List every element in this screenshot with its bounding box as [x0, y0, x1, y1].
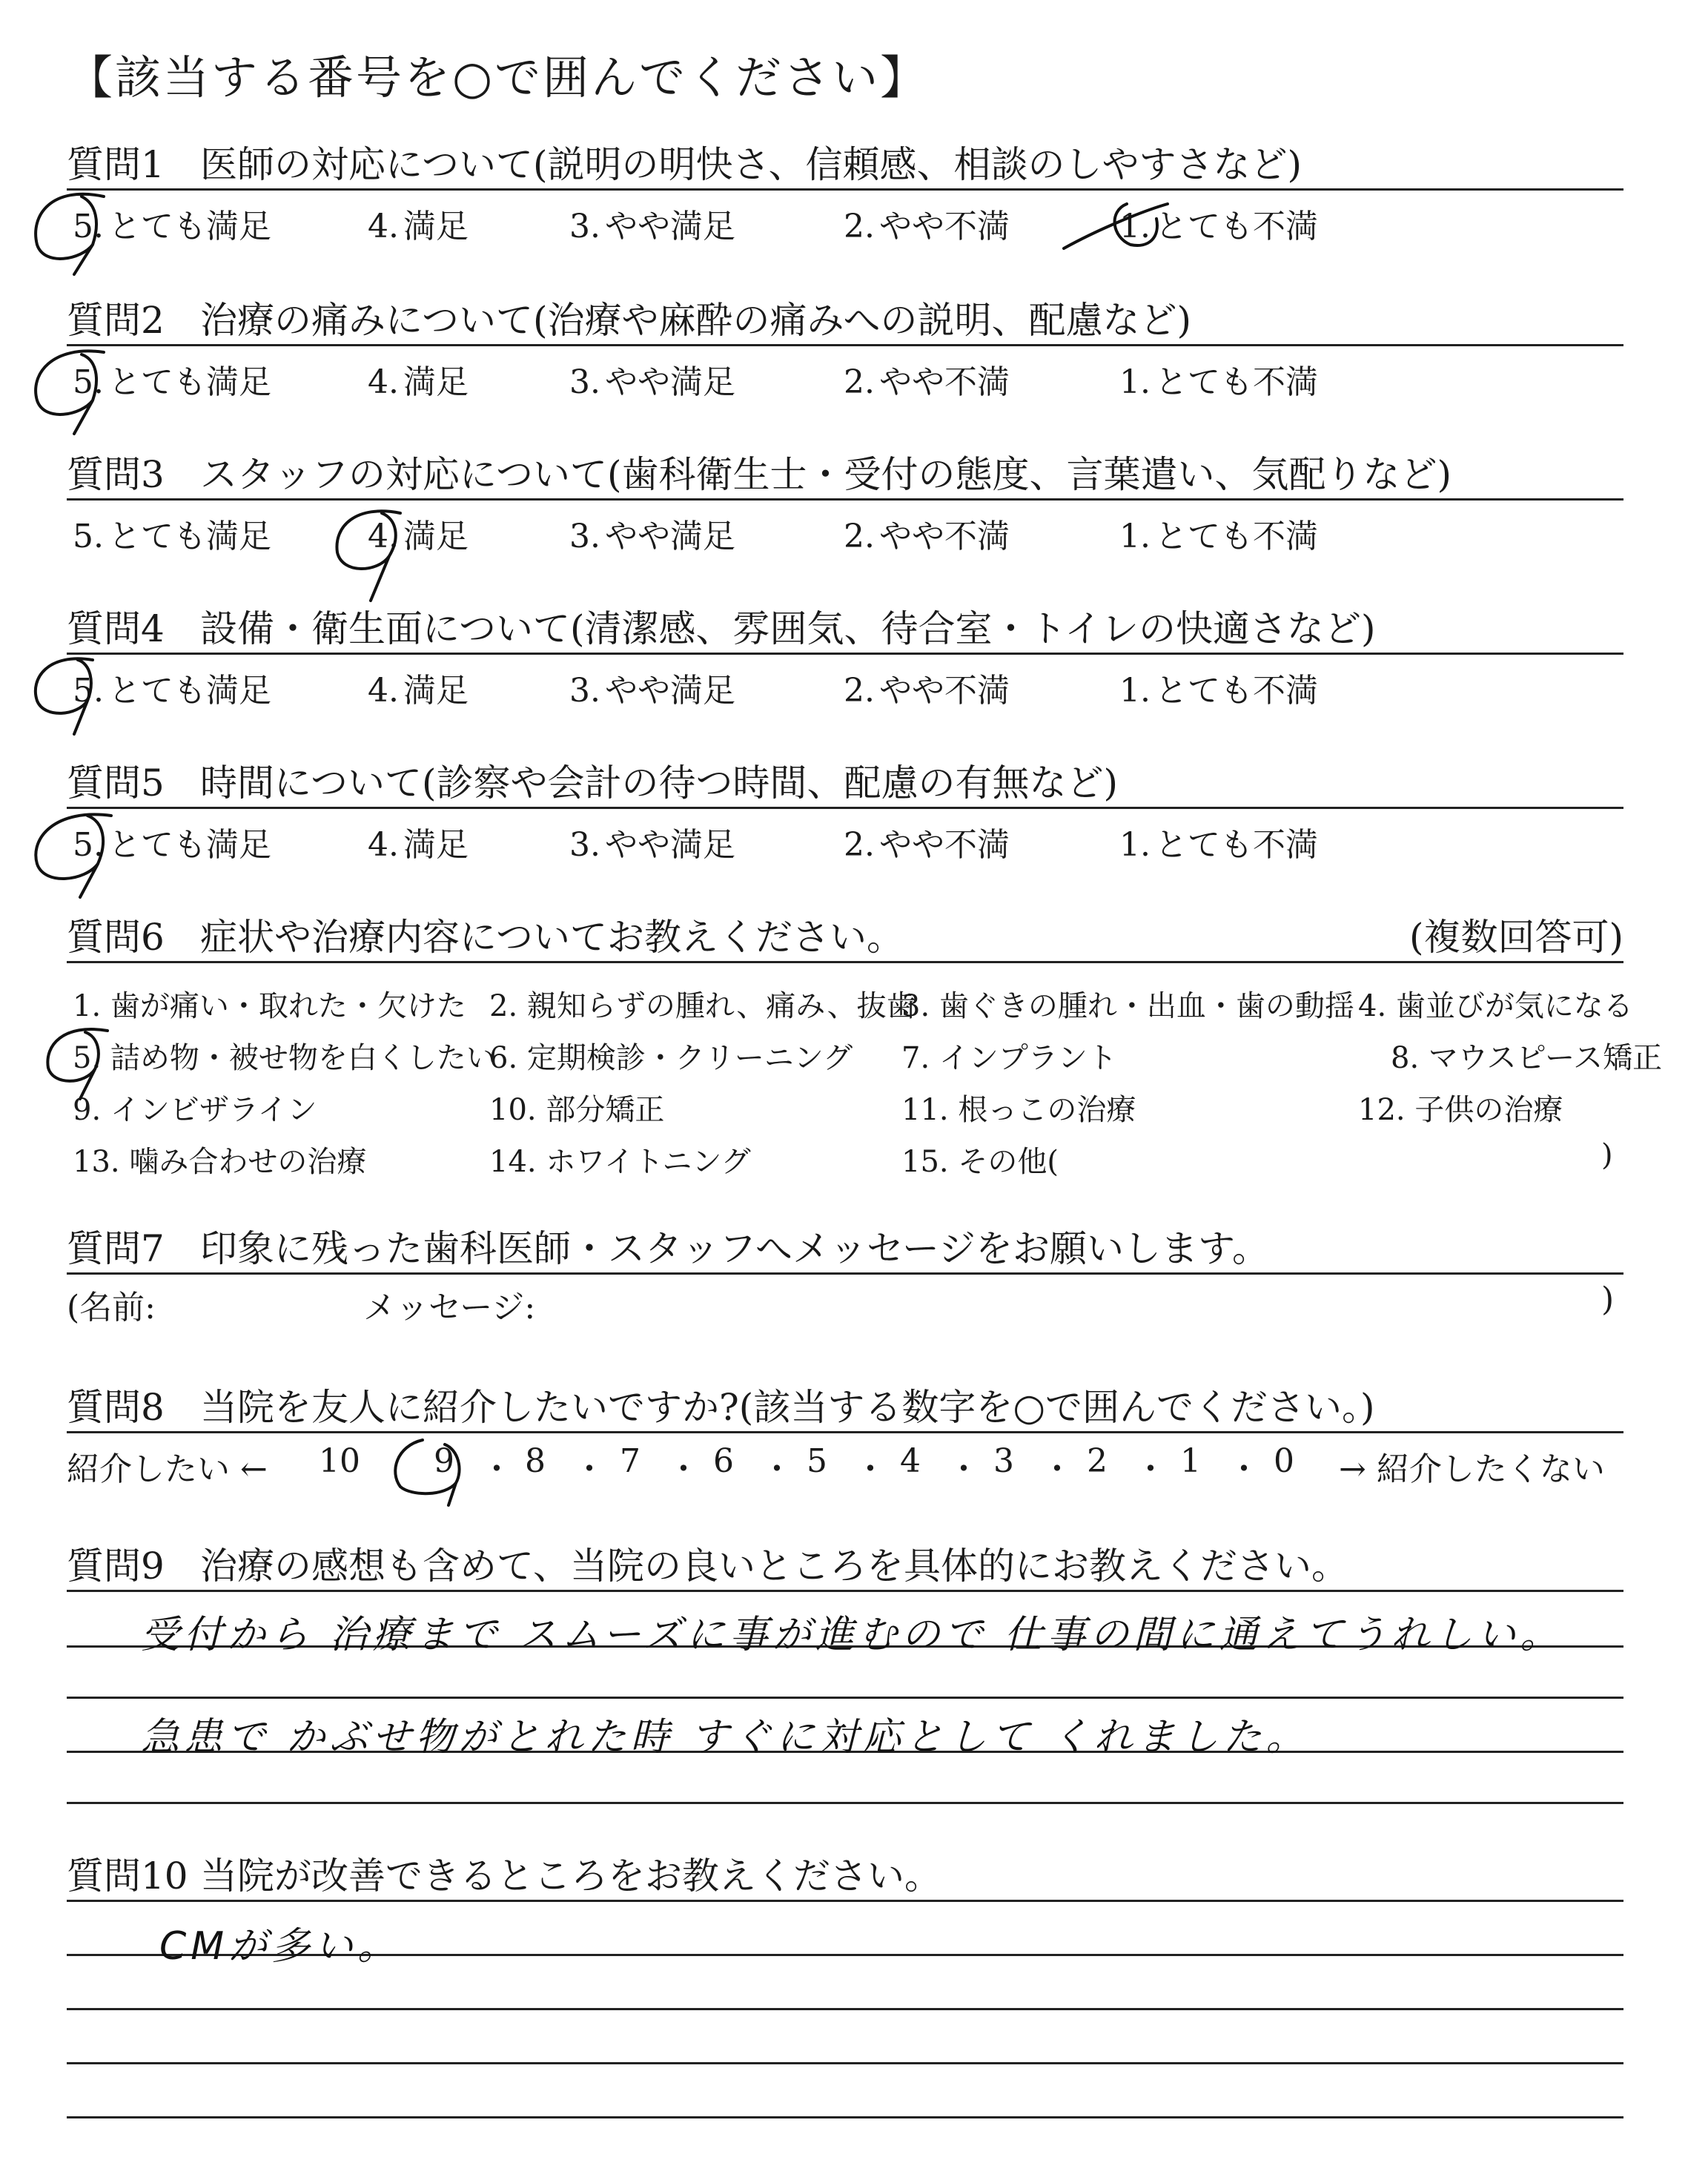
scale-value[interactable]: 8 — [525, 1442, 546, 1480]
question-3 — [67, 451, 1623, 560]
symptom-option[interactable]: 12. 子供の治療 — [1358, 1093, 1563, 1127]
symptom-option[interactable]: 1. 歯が痛い・取れた・欠けた — [73, 989, 466, 1023]
message-fields — [67, 1275, 1623, 1327]
question-text: 治療の痛みについて(治療や麻酔の痛みへの説明、配慮など) — [200, 299, 1192, 342]
question-number: 質問6 — [67, 916, 165, 959]
option-1[interactable]: 1. とても不満 — [1119, 826, 1318, 864]
symptom-option[interactable]: 3. 歯ぐきの腫れ・出血・歯の動揺 — [901, 989, 1354, 1023]
scale-value[interactable]: 7 — [620, 1442, 640, 1480]
scale-separator: ・ — [480, 1450, 513, 1488]
option-1[interactable]: 1. とても不満 — [1119, 208, 1318, 245]
scale-separator: ・ — [1041, 1450, 1073, 1488]
option-3[interactable]: 3. やや満足 — [569, 672, 735, 710]
question-6 — [67, 914, 1663, 1179]
question-1 — [67, 141, 1623, 250]
symptom-option[interactable]: 7. インプラント — [901, 1041, 1117, 1075]
option-5[interactable]: 5. とても満足 — [73, 208, 271, 245]
question-title — [67, 914, 1623, 961]
option-4[interactable]: 4. 満足 — [368, 826, 469, 864]
name-label: (名前: — [67, 1289, 156, 1327]
option-3[interactable]: 3. やや満足 — [569, 208, 735, 245]
question-text: 症状や治療内容についてお教えください。 — [200, 916, 904, 959]
question-2 — [67, 297, 1623, 406]
option-5[interactable]: 5. とても満足 — [73, 672, 271, 710]
option-2[interactable]: 2. やや不満 — [844, 826, 1010, 864]
question-text: 印象に残った歯科医師・スタッフへメッセージをお願いします。 — [200, 1227, 1269, 1270]
option-4[interactable]: 4. 満足 — [368, 518, 469, 555]
option-2[interactable]: 2. やや不満 — [844, 672, 1010, 710]
question-text: 医師の対応について(説明の明快さ、信頼感、相談のしやすさなど) — [200, 143, 1302, 186]
scale-value[interactable]: 3 — [993, 1442, 1014, 1480]
question-number: 質問2 — [67, 299, 165, 342]
rating-options — [67, 501, 1623, 560]
recommend-scale — [67, 1433, 1623, 1493]
question-title — [67, 141, 1623, 188]
question-text: 時間について(診察や会計の待つ時間、配慮の有無など) — [200, 762, 1119, 805]
question-number: 質問5 — [67, 762, 165, 805]
symptom-options — [67, 963, 1663, 1179]
symptom-option[interactable]: 13. 噛み合わせの治療 — [73, 1145, 367, 1179]
symptom-option[interactable]: 2. 親知らずの腫れ、痛み、抜歯 — [489, 989, 916, 1023]
symptom-option[interactable]: 9. インビザライン — [73, 1093, 317, 1127]
question-7 — [67, 1225, 1623, 1327]
scale-separator: ・ — [667, 1450, 700, 1488]
other-close-paren: ) — [1601, 1138, 1613, 1172]
symptom-option[interactable]: 14. ホワイトニング — [489, 1145, 751, 1179]
scale-separator: ・ — [854, 1450, 887, 1488]
option-4[interactable]: 4. 満足 — [368, 208, 469, 245]
question-text: スタッフの対応について(歯科衛生士・受付の態度、言葉遣い、気配りなど) — [200, 453, 1452, 496]
question-8 — [67, 1384, 1623, 1493]
rating-options — [67, 191, 1623, 250]
question-title — [67, 1225, 1623, 1272]
scale-separator: ・ — [1134, 1450, 1167, 1488]
scale-value[interactable]: 1 — [1180, 1442, 1201, 1480]
handwritten-answer-line-1: 受付から 治療まで スムーズに事が進むので 仕事の間に通えてうれしい。 — [141, 1613, 1563, 1657]
handwritten-answer-line-2: 急患で かぶせ物がとれた時 すぐに対応として くれました。 — [141, 1715, 1309, 1760]
divider — [67, 1590, 1623, 1592]
question-number: 質問3 — [67, 453, 165, 496]
answer-lines — [67, 1954, 1623, 2118]
rating-options — [67, 809, 1623, 868]
question-text: 設備・衛生面について(清潔感、雰囲気、待合室・トイレの快適さなど) — [200, 607, 1376, 650]
option-5[interactable]: 5. とても満足 — [73, 363, 271, 401]
scale-value[interactable]: 0 — [1274, 1442, 1294, 1480]
divider — [67, 1900, 1623, 1902]
answer-line — [67, 2062, 1623, 2064]
form-header: 【該当する番号を○で囲んでください】 — [67, 50, 929, 105]
question-number: 質問7 — [67, 1227, 165, 1270]
symptom-option[interactable]: 5. 詰め物・被せ物を白くしたい — [73, 1041, 496, 1075]
question-title — [67, 1384, 1623, 1431]
message-label: メッセージ: — [363, 1289, 536, 1327]
option-2[interactable]: 2. やや不満 — [844, 363, 1010, 401]
question-text: 当院を友人に紹介したいですか?(該当する数字を○で囲んでください。) — [200, 1386, 1375, 1429]
question-9 — [67, 1542, 1623, 1804]
rating-options — [67, 346, 1623, 406]
option-5[interactable]: 5. とても満足 — [73, 518, 271, 555]
scale-value[interactable]: 10 — [319, 1442, 360, 1480]
question-number: 質問8 — [67, 1386, 165, 1429]
question-number: 質問10 — [67, 1855, 188, 1898]
option-1[interactable]: 1. とても不満 — [1119, 518, 1318, 555]
answer-line — [67, 2116, 1623, 2118]
option-3[interactable]: 3. やや満足 — [569, 363, 735, 401]
option-3[interactable]: 3. やや満足 — [569, 826, 735, 864]
question-title — [67, 451, 1623, 498]
question-number: 質問4 — [67, 607, 165, 650]
scale-value[interactable]: 5 — [807, 1442, 827, 1480]
answer-line — [67, 1802, 1623, 1804]
option-1[interactable]: 1. とても不満 — [1119, 363, 1318, 401]
scale-value[interactable]: 2 — [1087, 1442, 1108, 1480]
option-2[interactable]: 2. やや不満 — [844, 208, 1010, 245]
option-3[interactable]: 3. やや満足 — [569, 518, 735, 555]
question-title — [67, 297, 1623, 344]
scale-value[interactable]: 6 — [713, 1442, 734, 1480]
option-4[interactable]: 4. 満足 — [368, 672, 469, 710]
scale-separator: ・ — [947, 1450, 980, 1488]
option-5[interactable]: 5. とても満足 — [73, 826, 271, 864]
scale-separator: ・ — [573, 1450, 606, 1488]
scale-value[interactable]: 4 — [900, 1442, 921, 1480]
scale-right-label: → 紹介したくない — [1339, 1450, 1605, 1488]
question-text: 当院が改善できるところをお教えください。 — [200, 1855, 941, 1898]
multiple-answers-note: (複数回答可) — [1409, 916, 1623, 959]
question-title — [67, 605, 1623, 653]
answer-line — [67, 1697, 1623, 1699]
scale-separator: ・ — [761, 1450, 793, 1488]
symptom-option-other[interactable]: 15. その他( — [901, 1145, 1059, 1179]
symptom-option[interactable]: 6. 定期検診・クリーニング — [489, 1041, 853, 1075]
answer-line — [67, 2008, 1623, 2010]
question-text: 治療の感想も含めて、当院の良いところを具体的にお教えください。 — [200, 1545, 1348, 1588]
scale-separator: ・ — [1228, 1450, 1260, 1488]
close-paren: ) — [1601, 1281, 1615, 1318]
symptom-option[interactable]: 8. マウスピース矯正 — [1391, 1041, 1663, 1075]
option-4[interactable]: 4. 満足 — [368, 363, 469, 401]
scale-left-label: 紹介したい ← — [67, 1450, 268, 1488]
question-title — [67, 759, 1623, 807]
symptom-option[interactable]: 11. 根っこの治療 — [901, 1093, 1136, 1127]
option-2[interactable]: 2. やや不満 — [844, 518, 1010, 555]
symptom-option[interactable]: 10. 部分矯正 — [489, 1093, 665, 1127]
scale-value[interactable]: 9 — [434, 1442, 454, 1480]
question-4 — [67, 605, 1623, 714]
question-number: 質問1 — [67, 143, 165, 186]
question-5 — [67, 759, 1623, 868]
question-number: 質問9 — [67, 1545, 165, 1588]
question-title — [67, 1542, 1623, 1590]
option-1[interactable]: 1. とても不満 — [1119, 672, 1318, 710]
question-10 — [67, 1852, 1623, 2118]
handwritten-answer-q10: CMが多い。 — [159, 1924, 401, 1969]
symptom-option[interactable]: 4. 歯並びが気になる — [1358, 989, 1633, 1023]
question-title — [67, 1852, 1623, 1900]
rating-options — [67, 655, 1623, 714]
